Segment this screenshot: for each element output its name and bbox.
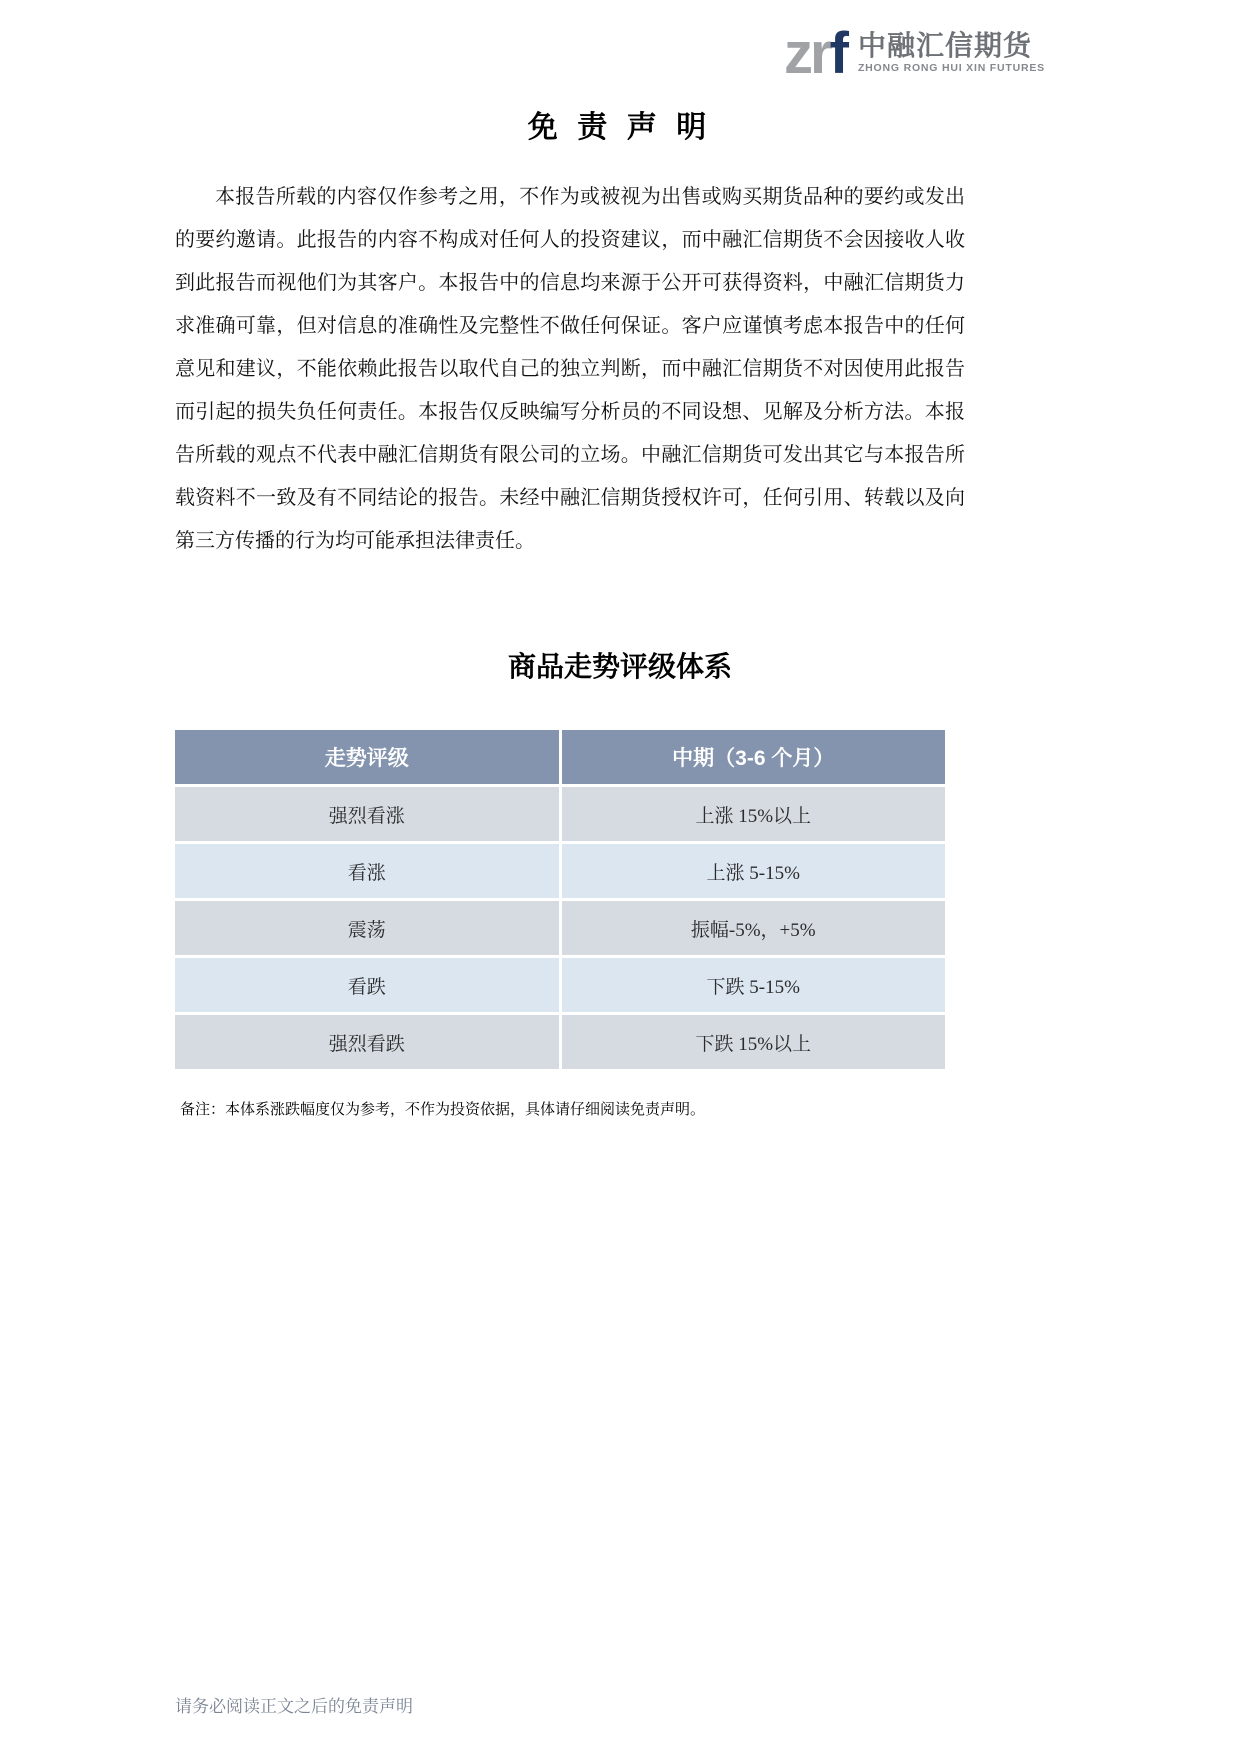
range-cell: 下跌 15%以上 (560, 1014, 947, 1071)
table-row (174, 900, 947, 957)
rating-cell: 强烈看涨 (174, 786, 561, 843)
company-name-cn: 中融汇信期货 (857, 30, 1032, 61)
rating-cell: 震荡 (174, 900, 561, 957)
range-cell: 下跌 5-15% (560, 957, 947, 1014)
table-row (174, 1014, 947, 1071)
table-row (174, 786, 947, 843)
logo-names (858, 30, 1045, 74)
company-logo (784, 21, 1045, 86)
disclaimer-paragraph: 本报告所载的内容仅作参考之用，不作为或被视为出售或购买期货品种的要约或发出的要约邀请。此报告的内容不构成对任何人的投资建议，而中融汇信期货不会因接收人收到此报告而视他们为其客户。本报告中的信息均来源于公开可获得资料，中融汇信期货力求准确可靠，但对信息的准确性及完整性不做任何保证。客户应谨慎考虑本报告中的任何意见和建议，不能依赖此报告以取代自己的独立判断，而中融汇信期货不对因使用此报告而引起的损失负任何责任。本报告仅反映编写分析员的不同设想、见解及分析方法。本报告所载的观点不代表中融汇信期货有限公司的立场。中融汇信期货可发出其它与本报告所载资料不一致及有不同结论的报告。未经中融汇信期货授权许可，任何引用、转载以及向第三方传播的行为均可能承担法律责任。 (175, 186, 965, 552)
rating-cell: 看跌 (174, 957, 561, 1014)
logo-zrf-mark (784, 21, 846, 86)
footer-disclaimer-text: 请务必阅读正文之后的免责声明 (175, 1697, 413, 1716)
table-note: 备注：本体系涨跌幅度仅为参考，不作为投资依据，具体请仔细阅读免责声明。 (180, 1102, 706, 1118)
logo-f-letter: f (829, 21, 846, 86)
rating-cell: 看涨 (174, 843, 561, 900)
table-row (174, 957, 947, 1014)
rating-table-header-midterm: 中期（3-6 个月） (560, 729, 947, 786)
page-title: 免 责 声 明 (527, 111, 713, 144)
range-cell: 振幅-5%，+5% (560, 900, 947, 957)
rating-table-header-rating: 走势评级 (174, 729, 561, 786)
rating-section-title: 商品走势评级体系 (507, 651, 732, 682)
rating-table-header-row (174, 729, 947, 786)
range-cell: 上涨 5-15% (560, 843, 947, 900)
rating-table (172, 727, 948, 1072)
company-name-en: ZHONG RONG HUI XIN FUTURES (857, 62, 1045, 75)
table-row (174, 843, 947, 900)
range-cell: 上涨 15%以上 (560, 786, 947, 843)
rating-cell: 强烈看跌 (174, 1014, 561, 1071)
logo-zr-letters: zr (784, 21, 830, 86)
